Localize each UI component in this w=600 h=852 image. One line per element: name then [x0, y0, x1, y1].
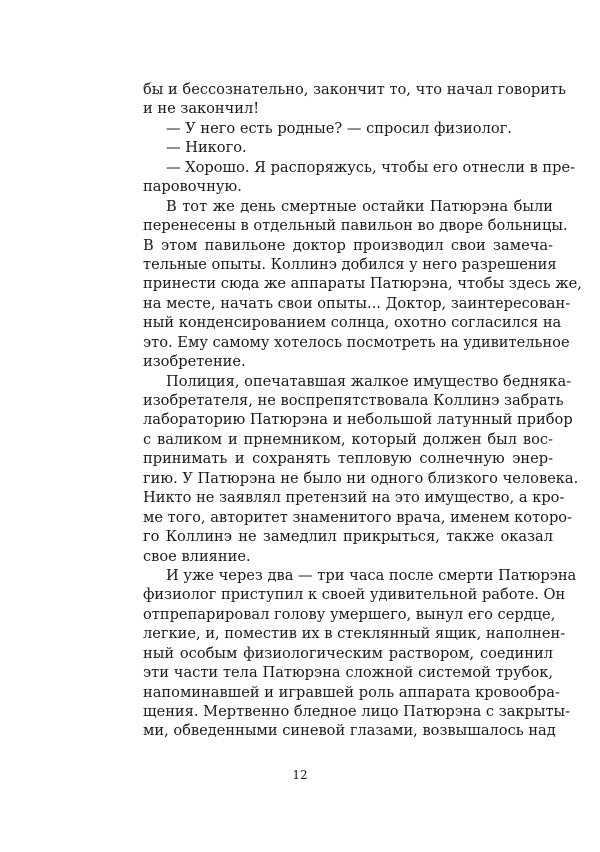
text-line: бы и бессознательно, закончит то, что начал говорить [143, 81, 566, 98]
text-line: лабораторию Патюрэна и небольшой латунный прибор [143, 411, 573, 429]
text-line: на месте, начать свои опыты... Доктор, заинтересован- [143, 294, 571, 312]
text-line: ный особым физиологическим раствором, соединил [143, 644, 553, 662]
text-line: свое влияние. [143, 547, 251, 565]
dialogue-line: — Хорошо. Я распоряжусь, чтобы его отнесли в пре- [166, 158, 576, 176]
body-text [143, 80, 582, 741]
text-line: изобретателя, не воспрепятствовала Коллинэ забрать [143, 392, 564, 409]
text-line: эти части тела Патюрэна сложной системой трубок, [143, 664, 553, 682]
text-line: го Коллинэ не замедлил прикрыться, также оказал [143, 528, 553, 546]
text-line: физиолог приступил к своей удивительной работе. Он [143, 586, 566, 604]
text-line: изобретение. [143, 353, 246, 371]
text-line: и не закончил! [143, 100, 260, 118]
text-line: Никто не заявлял претензий на это имущество, а кро- [143, 489, 565, 507]
text-line: ный конденсированием солнца, охотно согласился на [143, 314, 562, 332]
text-line: отпрепарировал голову умершего, вынул его сердце, [143, 605, 556, 623]
text-line: щения. Мертвенно бледное лицо Патюрэна с закрыты- [143, 703, 571, 720]
text-line: гию. У Патюрэна не было ни одного близкого человека. [143, 469, 579, 487]
text-line: В этом павильоне доктор производил свои замеча- [143, 236, 553, 254]
paragraph-start-line: В тот же день смертные остайки Патюрэна были [166, 197, 553, 215]
text-line: ми, обведенными синевой глазами, возвышалось над [143, 722, 556, 740]
dialogue-line: — У него есть родные? — спросил физиолог. [166, 119, 512, 137]
text-line: принимать и сохранять тепловую солнечную энер- [143, 450, 553, 468]
text-line: с валиком и прнемником, который должен был вос- [143, 430, 553, 448]
paragraph-start-line: И уже через два — три часа после смерти Патюрэна [166, 566, 577, 584]
dialogue-line: — Никого. [166, 139, 247, 157]
text-line: паровочную. [143, 178, 242, 196]
text-line: легкие, и, поместив их в стеклянный ящик, наполнен- [143, 625, 566, 643]
text-line: это. Ему самому хотелось посмотреть на удивительное [143, 333, 570, 351]
text-line: принести сюда же аппараты Патюрэна, чтобы здесь же, [143, 275, 582, 293]
paragraph-start-line: Полиция, опечатавшая жалкое имущество бедняка- [166, 372, 572, 390]
text-line: тельные опыты. Коллинэ добился у него разрешения [143, 255, 557, 273]
text-line: напоминавшей и игравшей роль аппарата кровообра- [143, 683, 560, 701]
text-line: перенесены в отдельный павильон во дворе больницы. [143, 217, 568, 235]
text-line: ме того, авторитет знаменитого врача, именем которо- [143, 508, 573, 526]
page-number: 12 [292, 768, 308, 782]
